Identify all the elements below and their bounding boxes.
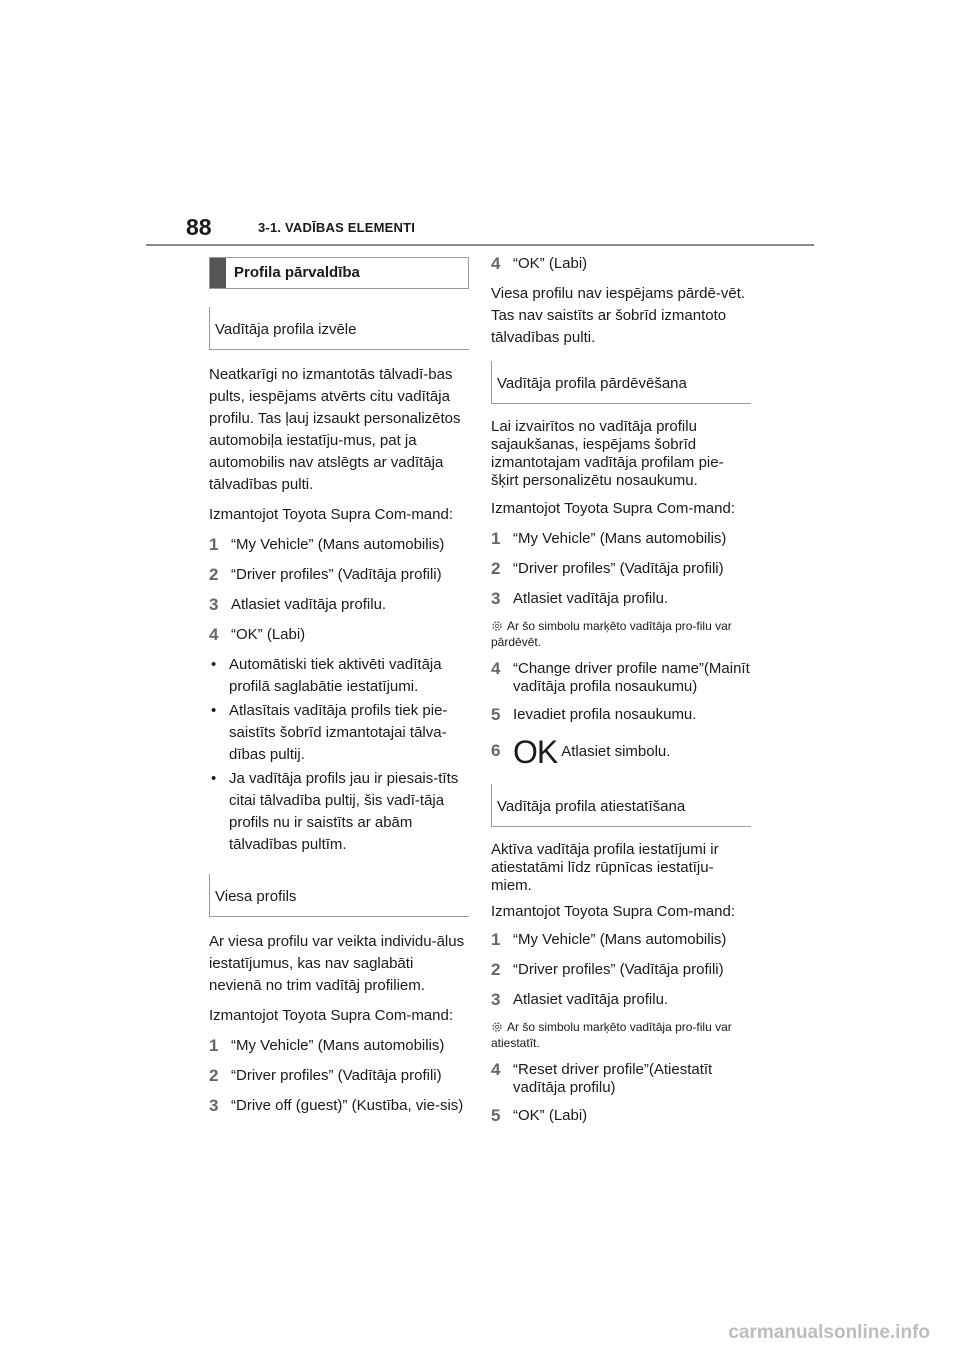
header-rule: [146, 244, 814, 246]
note: [491, 1019, 751, 1051]
subheading-guest-profile: Viesa profils: [209, 874, 469, 917]
step-item: [209, 1065, 469, 1087]
step-number: 5: [491, 705, 501, 724]
watermark: carmanualsonline.info: [728, 1322, 930, 1343]
bullet-list: [209, 654, 469, 856]
step-number: 1: [209, 535, 219, 554]
step-number: 3: [491, 990, 501, 1009]
step-item: [491, 558, 751, 580]
step-item: [491, 528, 751, 550]
section-marker: [210, 258, 226, 288]
step-number: 2: [491, 960, 501, 979]
paragraph: Ar viesa profilu var veikta individu-ālus iestatījumus, kas nav saglabāti nevienā no trim vadītāj profiliem.: [209, 933, 465, 994]
step-item: [209, 1035, 469, 1057]
gear-icon: [491, 620, 503, 632]
step-text: “Driver profiles” (Vadītāja profili): [513, 961, 724, 978]
step-item: [491, 704, 751, 726]
note-text: Ar šo simbolu marķēto vadītāja pro-filu var atiestatīt.: [491, 1020, 732, 1050]
step-item: [209, 564, 469, 586]
paragraph: Izmantojot Toyota Supra Com-mand:: [491, 903, 736, 920]
step-item: [491, 1105, 751, 1127]
step-item: [491, 588, 751, 610]
step-item: [209, 594, 469, 616]
step-text: Atlasiet simbolu.: [561, 743, 671, 760]
section-bar: [209, 257, 469, 289]
step-text: “Change driver profile name”(Mainīt vadītāja profila nosaukumu): [513, 660, 750, 695]
step-number: 2: [491, 559, 501, 578]
step-text: “My Vehicle” (Mans automobilis): [231, 1037, 445, 1054]
step-text: “Driver profiles” (Vadītāja profili): [513, 560, 724, 577]
step-text: “My Vehicle” (Mans automobilis): [513, 931, 727, 948]
step-number: 1: [491, 529, 501, 548]
step-number: 3: [209, 1096, 219, 1115]
step-number: 4: [209, 625, 219, 644]
step-item: [491, 253, 751, 275]
bullet-item: • Ja vadītāja profils jau ir piesais-tīts citai tālvadība pultij, šis vadī-tāja profils nu ir saistīts ar abām tālvadības pultīm.: [209, 768, 469, 856]
paragraph: Aktīva vadītāja profila iestatījumi ir atiestatāmi līdz rūpnīcas iestatīju-miem.: [491, 841, 719, 894]
step-number: 3: [491, 589, 501, 608]
step-item: [209, 534, 469, 556]
step-text: Ievadiet profila nosaukumu.: [513, 706, 697, 723]
step-item: [209, 624, 469, 646]
paragraph: Izmantojot Toyota Supra Com-mand:: [209, 1007, 454, 1024]
step-number: 3: [209, 595, 219, 614]
step-text: “Driver profiles” (Vadītāja profili): [231, 1067, 442, 1084]
paragraph: Izmantojot Toyota Supra Com-mand:: [491, 500, 736, 517]
subheading-driver-profile-select: Vadītāja profila izvēle: [209, 307, 469, 350]
step-number: 6: [491, 741, 501, 760]
left-column: [209, 257, 469, 1125]
paragraph: Neatkarīgi no izmantotās tālvadī-bas pults, iespējams atvērts citu vadītāja profilu. Tas ļauj izsaukt personalizētos automobiļa iestatīju-mus, pat ja automobilis nav atslēgts ar vadītāja tālvadības pulti.: [209, 366, 461, 493]
step-item: [491, 1061, 751, 1097]
step-number: 2: [209, 1066, 219, 1085]
step-item: [491, 734, 751, 770]
ok-icon: OK: [513, 734, 558, 770]
step-item: [491, 929, 751, 951]
bullet-item: • Atlasītais vadītāja profils tiek pie-saistīts šobrīd izmantotajai tālva-dības pultij.: [209, 700, 469, 766]
step-item: [491, 660, 751, 696]
paragraph: Viesa profilu nav iespējams pārdē-vēt. Tas nav saistīts ar šobrīd izmantoto tālvadības pulti.: [491, 285, 746, 346]
chapter-title: 3-1. VADĪBAS ELEMENTI: [258, 220, 416, 235]
subheading-reset-profile: Vadītāja profila atiestatīšana: [491, 784, 751, 827]
note: [491, 618, 751, 650]
step-text: “My Vehicle” (Mans automobilis): [513, 530, 727, 547]
subheading-rename-profile: Vadītāja profila pārdēvēšana: [491, 361, 751, 404]
step-number: 4: [491, 254, 501, 273]
step-text: “My Vehicle” (Mans automobilis): [231, 536, 445, 553]
note-text: Ar šo simbolu marķēto vadītāja pro-filu var pārdēvēt.: [491, 619, 732, 649]
bullet-item: • Automātiski tiek aktivēti vadītāja profilā saglabātie iestatījumi.: [209, 654, 469, 698]
step-text: Atlasiet vadītāja profilu.: [513, 590, 669, 607]
step-number: 1: [209, 1036, 219, 1055]
step-number: 1: [491, 930, 501, 949]
step-text: “Reset driver profile”(Atiestatīt vadītāja profilu): [513, 1061, 713, 1096]
step-item: [209, 1095, 469, 1117]
step-item: [491, 989, 751, 1011]
step-text: “Drive off (guest)” (Kustība, vie-sis): [231, 1097, 464, 1114]
step-text: “OK” (Labi): [513, 255, 588, 272]
right-column: [491, 253, 751, 1135]
gear-icon: [491, 1021, 503, 1033]
step-text: “OK” (Labi): [231, 626, 306, 643]
step-text: “OK” (Labi): [513, 1107, 588, 1124]
step-text: “Driver profiles” (Vadītāja profili): [231, 566, 442, 583]
step-text: Atlasiet vadītāja profilu.: [513, 991, 669, 1008]
paragraph: Izmantojot Toyota Supra Com-mand:: [209, 506, 454, 523]
step-text: Atlasiet vadītāja profilu.: [231, 596, 387, 613]
step-item: [491, 959, 751, 981]
step-number: 5: [491, 1106, 501, 1125]
step-number: 4: [491, 1060, 501, 1079]
section-title: Profila pārvaldība: [234, 264, 360, 281]
page-number: 88: [186, 214, 212, 240]
step-number: 2: [209, 565, 219, 584]
step-number: 4: [491, 659, 501, 678]
paragraph: Lai izvairītos no vadītāja profilu sajaukšanas, iespējams šobrīd izmantotajam vadītāja profilam pie-šķirt personalizētu nosaukumu.: [491, 418, 724, 489]
